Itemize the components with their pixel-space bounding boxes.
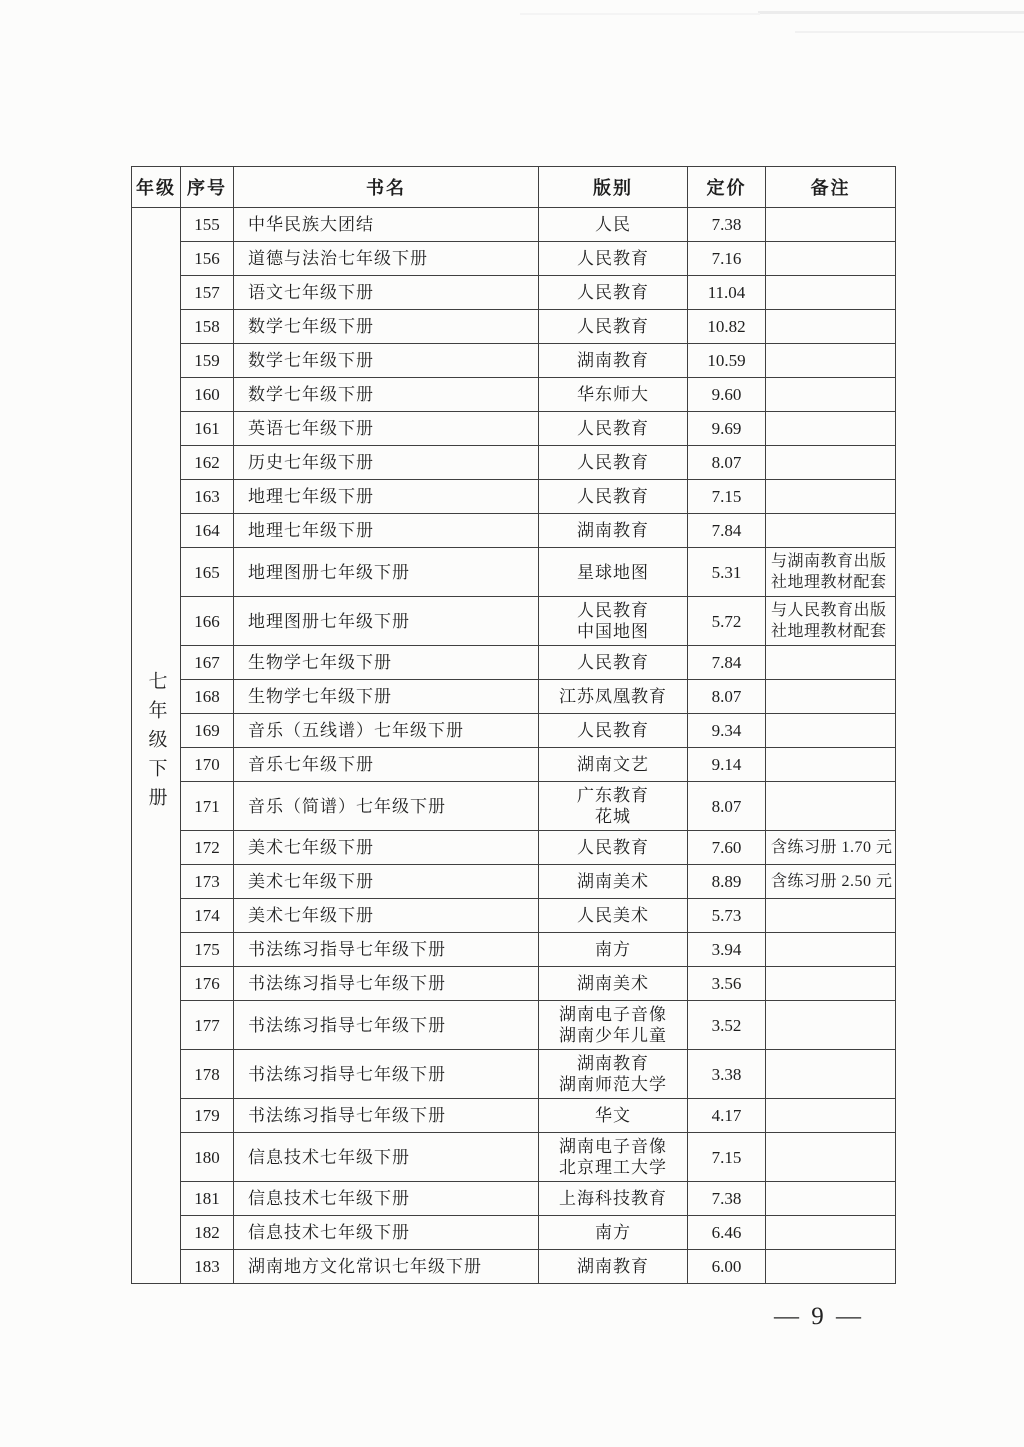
book-title-cell: 美术七年级下册 xyxy=(234,899,539,933)
publisher-cell xyxy=(539,1050,688,1099)
publisher-cell xyxy=(539,514,688,548)
remark-cell xyxy=(766,1050,896,1099)
row-number-cell: 167 xyxy=(181,646,234,680)
table-row xyxy=(132,480,896,514)
row-number-cell: 181 xyxy=(181,1182,234,1216)
table-row xyxy=(132,276,896,310)
publisher-cell xyxy=(539,748,688,782)
table-row xyxy=(132,344,896,378)
book-title-cell: 语文七年级下册 xyxy=(234,276,539,310)
remark-cell xyxy=(766,1099,896,1133)
remark-cell xyxy=(766,1250,896,1284)
text-line: 人民教育 xyxy=(577,487,649,506)
publisher-cell xyxy=(539,782,688,831)
price-cell: 4.17 xyxy=(688,1099,766,1133)
row-number-cell: 183 xyxy=(181,1250,234,1284)
book-title-cell: 音乐（五线谱）七年级下册 xyxy=(234,714,539,748)
remark-cell xyxy=(766,310,896,344)
text-line: 人民教育 xyxy=(577,317,649,336)
table-row xyxy=(132,548,896,597)
text-line: 湖南教育 xyxy=(577,521,649,540)
table-row xyxy=(132,242,896,276)
text-line: 北京理工大学 xyxy=(559,1158,667,1177)
remark-cell xyxy=(766,865,896,899)
price-cell: 7.60 xyxy=(688,831,766,865)
price-cell: 8.07 xyxy=(688,680,766,714)
row-number-cell: 180 xyxy=(181,1133,234,1182)
price-cell: 7.38 xyxy=(688,1182,766,1216)
book-title-cell: 地理图册七年级下册 xyxy=(234,548,539,597)
book-title-cell: 数学七年级下册 xyxy=(234,344,539,378)
text-line: 华文 xyxy=(595,1106,631,1125)
text-line: 湖南少年儿童 xyxy=(559,1026,667,1045)
book-title-cell: 信息技术七年级下册 xyxy=(234,1182,539,1216)
table-row xyxy=(132,1099,896,1133)
table-row xyxy=(132,899,896,933)
book-title-cell: 湖南地方文化常识七年级下册 xyxy=(234,1250,539,1284)
header-title: 书名 xyxy=(234,167,539,208)
publisher-cell xyxy=(539,242,688,276)
remark-cell xyxy=(766,1001,896,1050)
text-line: 与湖南教育出版 xyxy=(771,553,887,570)
publisher-cell xyxy=(539,480,688,514)
table-row xyxy=(132,597,896,646)
book-title-cell: 书法练习指导七年级下册 xyxy=(234,1099,539,1133)
text-line: 湖南电子音像 xyxy=(559,1005,667,1024)
table-row xyxy=(132,1216,896,1250)
price-cell: 7.15 xyxy=(688,480,766,514)
remark-cell xyxy=(766,1133,896,1182)
book-title-cell: 英语七年级下册 xyxy=(234,412,539,446)
price-cell: 8.89 xyxy=(688,865,766,899)
text-line: 南方 xyxy=(595,1223,631,1242)
price-cell: 10.59 xyxy=(688,344,766,378)
publisher-cell xyxy=(539,1250,688,1284)
publisher-cell xyxy=(539,967,688,1001)
price-cell: 3.52 xyxy=(688,1001,766,1050)
book-title-cell: 生物学七年级下册 xyxy=(234,646,539,680)
book-title-cell: 道德与法治七年级下册 xyxy=(234,242,539,276)
price-cell: 5.72 xyxy=(688,597,766,646)
text-line: 人民教育 xyxy=(577,283,649,302)
book-title-cell: 音乐（简谱）七年级下册 xyxy=(234,782,539,831)
row-number-cell: 169 xyxy=(181,714,234,748)
row-number-cell: 182 xyxy=(181,1216,234,1250)
text-line: 星球地图 xyxy=(577,562,649,582)
text-line: 湖南电子音像 xyxy=(559,1137,667,1156)
remark-cell xyxy=(766,276,896,310)
remark-cell xyxy=(766,344,896,378)
book-title-cell: 音乐七年级下册 xyxy=(234,748,539,782)
textbook-price-table xyxy=(131,166,896,1284)
publisher-cell xyxy=(539,1216,688,1250)
price-cell: 6.00 xyxy=(688,1250,766,1284)
price-cell: 8.07 xyxy=(688,782,766,831)
row-number-cell: 178 xyxy=(181,1050,234,1099)
text-line: 中国地图 xyxy=(577,622,649,641)
price-cell: 9.69 xyxy=(688,412,766,446)
price-cell: 7.16 xyxy=(688,242,766,276)
row-number-cell: 168 xyxy=(181,680,234,714)
price-cell: 7.15 xyxy=(688,1133,766,1182)
row-number-cell: 176 xyxy=(181,967,234,1001)
book-title-cell: 书法练习指导七年级下册 xyxy=(234,1001,539,1050)
header-price: 定价 xyxy=(688,167,766,208)
text-line: 人民教育 xyxy=(577,653,649,672)
publisher-cell xyxy=(539,831,688,865)
text-line: 人民美术 xyxy=(577,906,649,925)
table-row xyxy=(132,208,896,242)
table-row xyxy=(132,1182,896,1216)
publisher-cell xyxy=(539,933,688,967)
remark-cell xyxy=(766,646,896,680)
text-line: 人民教育 xyxy=(577,721,649,740)
publisher-cell xyxy=(539,646,688,680)
page-number: — 9 — xyxy=(774,1303,864,1330)
remark-cell xyxy=(766,782,896,831)
publisher-cell xyxy=(539,597,688,646)
row-number-cell: 162 xyxy=(181,446,234,480)
remark-cell xyxy=(766,1216,896,1250)
remark-cell xyxy=(766,242,896,276)
price-cell: 10.82 xyxy=(688,310,766,344)
row-number-cell: 166 xyxy=(181,597,234,646)
text-line: 人民教育 xyxy=(577,453,649,472)
row-number-cell: 179 xyxy=(181,1099,234,1133)
header-remark: 备注 xyxy=(766,167,896,208)
table-row xyxy=(132,446,896,480)
table-row xyxy=(132,412,896,446)
row-number-cell: 170 xyxy=(181,748,234,782)
scan-artifact xyxy=(758,11,1024,14)
text-line: 人民教育 xyxy=(577,419,649,438)
remark-cell xyxy=(766,480,896,514)
remark-cell xyxy=(766,446,896,480)
row-number-cell: 157 xyxy=(181,276,234,310)
text-line: 社地理教材配套 xyxy=(771,623,887,640)
row-number-cell: 161 xyxy=(181,412,234,446)
row-number-cell: 155 xyxy=(181,208,234,242)
text-line: 江苏凤凰教育 xyxy=(559,687,667,706)
price-cell: 9.60 xyxy=(688,378,766,412)
table-row xyxy=(132,714,896,748)
book-title-cell: 地理七年级下册 xyxy=(234,480,539,514)
remark-cell xyxy=(766,548,896,597)
price-cell: 8.07 xyxy=(688,446,766,480)
table-row xyxy=(132,310,896,344)
remark-cell xyxy=(766,748,896,782)
book-title-cell: 美术七年级下册 xyxy=(234,865,539,899)
header-grade: 年级 xyxy=(132,167,181,208)
publisher-cell xyxy=(539,899,688,933)
table-row xyxy=(132,646,896,680)
remark-cell xyxy=(766,899,896,933)
text-line: 含练习册 2.50 元 xyxy=(771,873,893,890)
publisher-cell xyxy=(539,344,688,378)
publisher-cell xyxy=(539,446,688,480)
table-row xyxy=(132,1133,896,1182)
header-row xyxy=(132,167,896,208)
price-cell: 3.38 xyxy=(688,1050,766,1099)
text-line: 湖南美术 xyxy=(577,974,649,993)
publisher-cell xyxy=(539,680,688,714)
publisher-cell xyxy=(539,208,688,242)
text-line: 湖南教育 xyxy=(577,351,649,370)
text-line: 湖南教育 xyxy=(577,1054,649,1073)
remark-cell xyxy=(766,714,896,748)
book-title-cell: 美术七年级下册 xyxy=(234,831,539,865)
book-title-cell: 历史七年级下册 xyxy=(234,446,539,480)
table-row xyxy=(132,1001,896,1050)
header-publisher: 版别 xyxy=(539,167,688,208)
book-title-cell: 书法练习指导七年级下册 xyxy=(234,1050,539,1099)
table-row xyxy=(132,782,896,831)
publisher-cell xyxy=(539,1001,688,1050)
row-number-cell: 175 xyxy=(181,933,234,967)
price-cell: 3.56 xyxy=(688,967,766,1001)
remark-cell xyxy=(766,967,896,1001)
publisher-cell xyxy=(539,548,688,597)
header-no: 序号 xyxy=(181,167,234,208)
text-line: 湖南教育 xyxy=(577,1257,649,1276)
row-number-cell: 160 xyxy=(181,378,234,412)
publisher-cell xyxy=(539,276,688,310)
text-line: 含练习册 1.70 元 xyxy=(771,839,893,856)
text-line: 湖南文艺 xyxy=(577,755,649,774)
remark-cell xyxy=(766,597,896,646)
text-line: 湖南美术 xyxy=(577,872,649,891)
grade-cell xyxy=(132,208,181,1284)
text-line: 人民教育 xyxy=(577,838,649,857)
grade-vertical-label: 七年级下册 xyxy=(145,670,167,816)
remark-cell xyxy=(766,1182,896,1216)
price-cell: 3.94 xyxy=(688,933,766,967)
price-cell: 5.73 xyxy=(688,899,766,933)
table-row xyxy=(132,378,896,412)
row-number-cell: 158 xyxy=(181,310,234,344)
publisher-cell xyxy=(539,1099,688,1133)
scan-artifact xyxy=(795,31,1024,33)
price-cell: 9.34 xyxy=(688,714,766,748)
publisher-cell xyxy=(539,714,688,748)
row-number-cell: 173 xyxy=(181,865,234,899)
publisher-cell xyxy=(539,865,688,899)
remark-cell xyxy=(766,831,896,865)
price-cell: 5.31 xyxy=(688,548,766,597)
table-row xyxy=(132,933,896,967)
price-cell: 6.46 xyxy=(688,1216,766,1250)
publisher-cell xyxy=(539,1182,688,1216)
row-number-cell: 163 xyxy=(181,480,234,514)
table-row xyxy=(132,831,896,865)
remark-cell xyxy=(766,933,896,967)
publisher-cell xyxy=(539,412,688,446)
publisher-cell xyxy=(539,310,688,344)
book-title-cell: 信息技术七年级下册 xyxy=(234,1133,539,1182)
row-number-cell: 171 xyxy=(181,782,234,831)
book-title-cell: 生物学七年级下册 xyxy=(234,680,539,714)
book-title-cell: 地理图册七年级下册 xyxy=(234,597,539,646)
table-row xyxy=(132,865,896,899)
book-title-cell: 书法练习指导七年级下册 xyxy=(234,933,539,967)
row-number-cell: 156 xyxy=(181,242,234,276)
row-number-cell: 159 xyxy=(181,344,234,378)
table-row xyxy=(132,514,896,548)
table-row xyxy=(132,748,896,782)
text-line: 南方 xyxy=(595,940,631,959)
row-number-cell: 165 xyxy=(181,548,234,597)
book-title-cell: 书法练习指导七年级下册 xyxy=(234,967,539,1001)
table-row xyxy=(132,680,896,714)
table-row xyxy=(132,1050,896,1099)
price-cell: 7.84 xyxy=(688,514,766,548)
row-number-cell: 174 xyxy=(181,899,234,933)
book-title-cell: 中华民族大团结 xyxy=(234,208,539,242)
text-line: 人民教育 xyxy=(577,249,649,268)
table-row xyxy=(132,1250,896,1284)
publisher-cell xyxy=(539,1133,688,1182)
text-line: 湖南师范大学 xyxy=(559,1075,667,1094)
scan-artifact xyxy=(520,13,760,15)
text-line: 人民 xyxy=(595,215,631,234)
text-line: 花城 xyxy=(595,807,631,826)
row-number-cell: 177 xyxy=(181,1001,234,1050)
text-line: 人民教育 xyxy=(577,601,649,620)
remark-cell xyxy=(766,412,896,446)
book-title-cell: 地理七年级下册 xyxy=(234,514,539,548)
price-cell: 11.04 xyxy=(688,276,766,310)
price-cell: 7.84 xyxy=(688,646,766,680)
remark-cell xyxy=(766,514,896,548)
table-row xyxy=(132,967,896,1001)
text-line: 华东师大 xyxy=(577,385,649,404)
price-cell: 9.14 xyxy=(688,748,766,782)
text-line: 上海科技教育 xyxy=(559,1189,667,1208)
remark-cell xyxy=(766,378,896,412)
text-line: 与人民教育出版 xyxy=(771,602,887,619)
row-number-cell: 164 xyxy=(181,514,234,548)
price-cell: 7.38 xyxy=(688,208,766,242)
text-line: 广东教育 xyxy=(577,786,649,805)
book-title-cell: 数学七年级下册 xyxy=(234,310,539,344)
book-title-cell: 信息技术七年级下册 xyxy=(234,1216,539,1250)
text-line: 社地理教材配套 xyxy=(771,574,887,591)
row-number-cell: 172 xyxy=(181,831,234,865)
publisher-cell xyxy=(539,378,688,412)
remark-cell xyxy=(766,680,896,714)
book-title-cell: 数学七年级下册 xyxy=(234,378,539,412)
remark-cell xyxy=(766,208,896,242)
